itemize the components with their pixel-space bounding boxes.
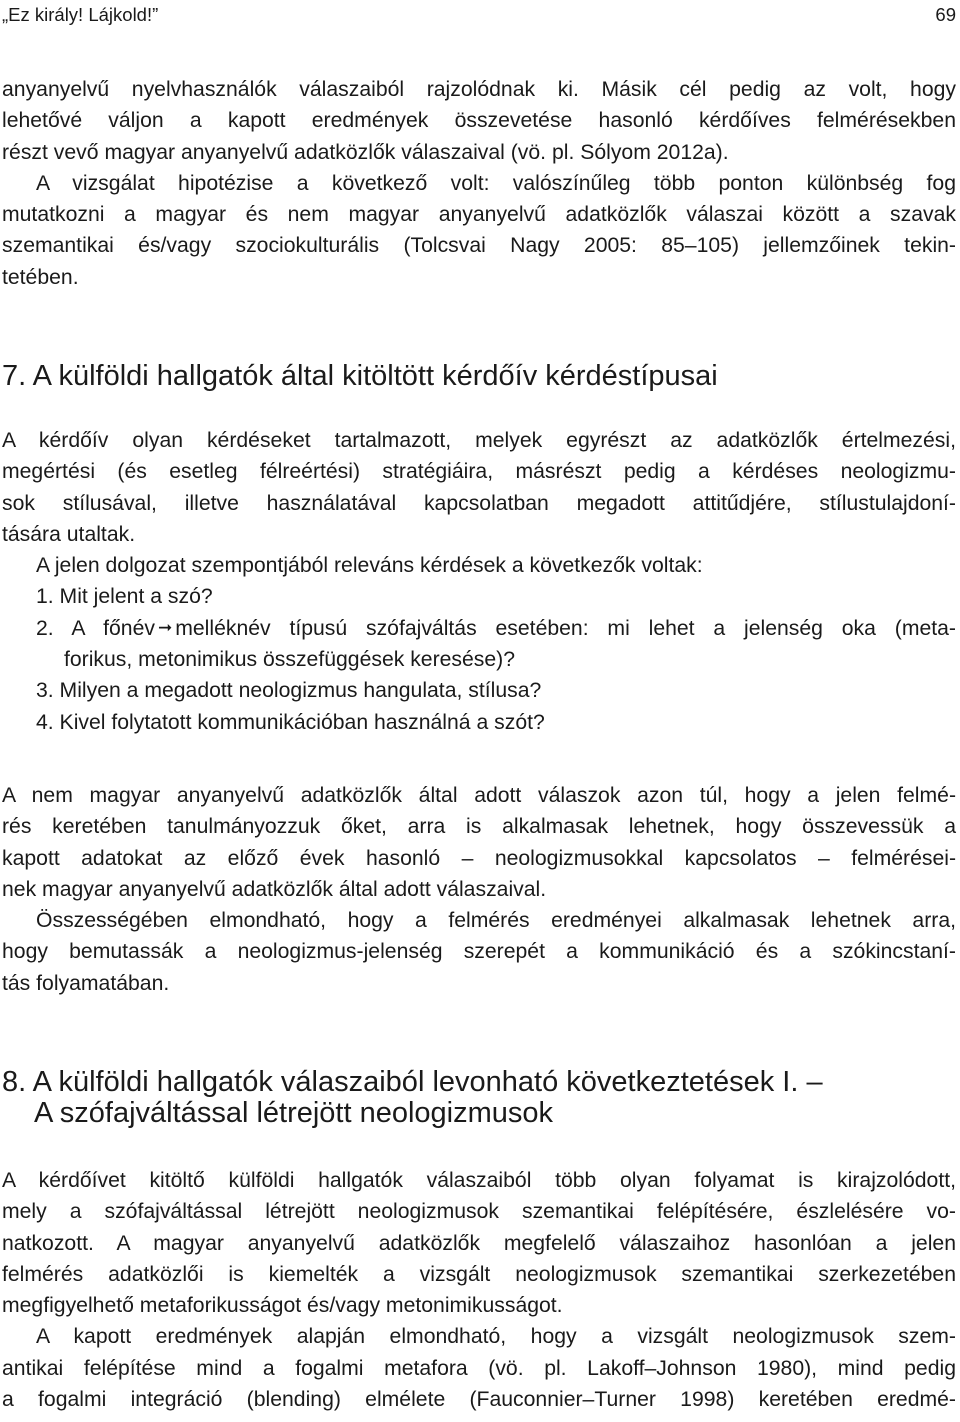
text-line: részt vevő magyar anyanyelvű adatközlők válaszaival (vö. pl. Sólyom 2012a). [2, 140, 729, 164]
running-title: „Ez király! Lájkold!” [2, 4, 159, 25]
text-line: A vizsgálat hipotézise a következő volt: valószínűleg több ponton különbség fog [36, 171, 956, 195]
text-line: anyanyelvű nyelvhasználók válaszaiból rajzolódnak ki. Másik cél pedig az volt, hogy [2, 78, 956, 101]
text-line: tás folyamatában. [2, 971, 170, 995]
text-line: sok stílusával, illetve használatával kapcsolatban megadott attitűdjére, stílustulajdoní- [2, 491, 956, 515]
text-line: mutatkozni a magyar és nem magyar anyanyelvű adatközlők válaszai között a szavak [2, 203, 956, 227]
section-7-paragraph [2, 425, 956, 738]
paragraph-intro [2, 74, 956, 293]
text-line: szemantikai és/vagy szociokulturális (Tolcsvai Nagy 2005: 85–105) jellemzőinek tekin- [2, 234, 956, 258]
list-item: 4. Kivel folytatott kommunikációban használná a szót? [36, 710, 545, 734]
text-line: a fogalmi integráció (blending) elmélete (Fauconnier–Turner 1998) keretében eredmé- [2, 1388, 956, 1412]
section-7-paragraph-2 [2, 780, 956, 999]
text-line: mely a szófajváltással létrejött neologizmusok szemantikai felépítésére, észlelésére vo- [2, 1200, 956, 1224]
text-line: A nem magyar anyanyelvű adatközlők által adott válaszok azon túl, hogy a jelen felmé- [2, 784, 956, 807]
text-line: A kapott eredmények alapján elmondható, hogy a vizsgált neologizmusok szem- [36, 1325, 956, 1349]
text-line: nek magyar anyanyelvű adatközlők által adott válaszaival. [2, 877, 547, 901]
text-line: A kérdőív olyan kérdéseket tartalmazott, melyek egyrészt az adatközlők értelmezési, [2, 429, 956, 452]
section-7-heading: 7. A külföldi hallgatók által kitöltött kérdőív kérdéstípusai [2, 360, 718, 392]
list-item [2, 613, 956, 644]
text-line: antikai felépítése mind a fogalmi metafora (vö. pl. Lakoff–Johnson 1980), mind pedig [2, 1356, 956, 1380]
text-line: rés keretében tanulmányozzuk őket, arra is alkalmasak lehetnek, hogy összevessük a [2, 815, 956, 839]
list-item: 1. Mit jelent a szó? [36, 585, 213, 609]
text-line: tására utaltak. [2, 522, 136, 546]
list-item-text: melléknév típusú szófajváltás esetében: mi lehet a jelenség oka (meta- [175, 616, 956, 640]
list-item: 3. Milyen a megadott neologizmus hangulata, stílusa? [36, 679, 542, 703]
text-line: felmérés adatközlői is kiemelték a vizsgált neologizmusok szemantikai szerkezetében [2, 1262, 956, 1286]
text-line: tetében. [2, 265, 79, 289]
text-line: natkozott. A magyar anyanyelvű adatközlők megfelelő válaszaihoz hasonlóan a jelen [2, 1231, 956, 1255]
running-header [2, 4, 956, 26]
text-line: megértési (és esetleg félreértési) stratégiáira, másrészt pedig a kérdéses neologizmu- [2, 460, 956, 484]
text-line: Összességében elmondható, hogy a felmérés eredményei alkalmasak lehetnek arra, [36, 909, 956, 933]
section-8-heading-line-2: A szófajváltással létrejött neologizmusok [34, 1097, 554, 1129]
section-8-heading: 8. A külföldi hallgatók válaszaiból levonható következtetések I. – [2, 1066, 823, 1098]
list-intro: A jelen dolgozat szempontjából releváns kérdések a következők voltak: [36, 554, 703, 578]
list-item-text: 2. A főnév [36, 616, 155, 640]
text-line: lehetővé váljon a kapott eredmények összevetése hasonló kérdőíves felmérésekben [2, 109, 956, 133]
text-line: megfigyelhető metaforikusságot és/vagy metonimikusságot. [2, 1294, 563, 1318]
section-8-paragraph [2, 1165, 956, 1415]
text-line: hogy bemutassák a neologizmus-jelenség szerepét a kommunikáció és a szókincstaní- [2, 940, 956, 964]
list-item-continuation: forikus, metonimikus összefüggések keresése)? [64, 648, 516, 672]
text-line: A kérdőívet kitöltő külföldi hallgatók válaszaiból több olyan folyamat is kirajzolódott, [2, 1169, 956, 1192]
page-number: 69 [935, 4, 956, 25]
text-line: kapott adatokat az előző évek hasonló – neologizmusokkal kapcsolatos – felmérései- [2, 846, 956, 870]
arrow-right-icon: ➞ [157, 617, 173, 637]
